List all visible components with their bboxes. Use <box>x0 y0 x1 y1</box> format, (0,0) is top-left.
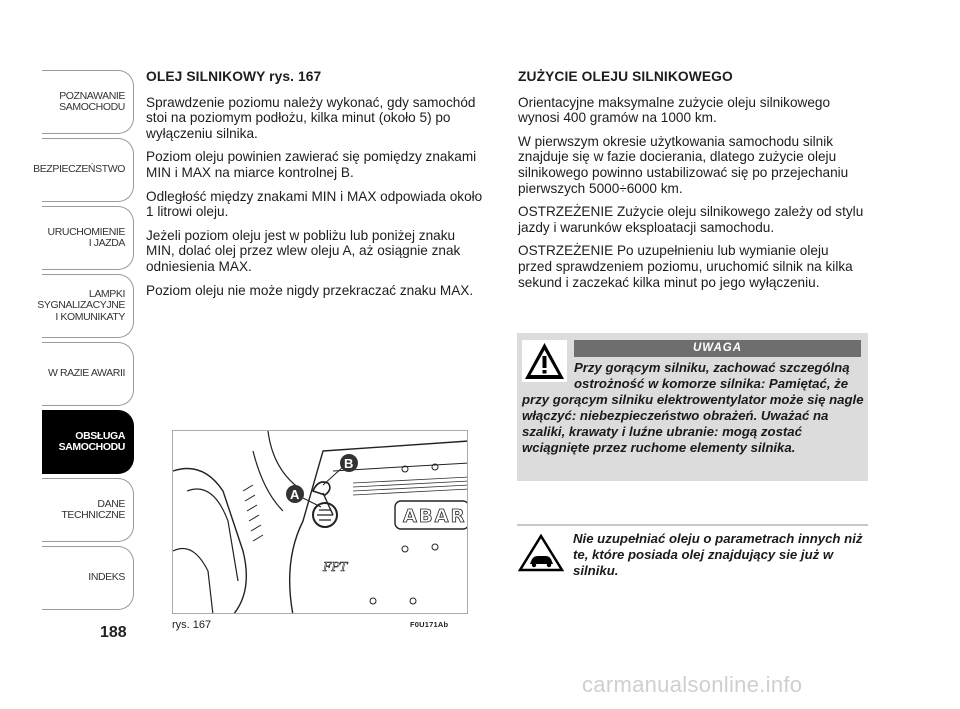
tab-dane-techniczne[interactable]: DANE TECHNICZNE <box>42 478 134 542</box>
tab-uruchomienie-i-jazda[interactable]: URUCHOMIENIE I JAZDA <box>42 206 134 270</box>
figure-caption: rys. 167 <box>172 619 212 631</box>
warning-text-container <box>522 360 864 456</box>
note-text: Nie uzupełniać oleju o parametrach innych niż te, które posiada olej znajdujący sie już w silniku. <box>573 531 863 578</box>
paragraph: Odległość między znakami MIN i MAX odpowiada około 1 litrowi oleju. <box>146 188 483 220</box>
tab-indeks[interactable]: INDEKS <box>42 546 134 610</box>
page-number: 188 <box>100 624 127 641</box>
paragraph: OSTRZEŻENIE Zużycie oleju silnikowego zależy od stylu jazdy i warunków eksploatacji samochodu. <box>518 204 864 235</box>
engine-brand-text: ABAR <box>403 506 467 527</box>
figure-code: F0U171Ab <box>410 620 449 629</box>
callout-a: A <box>290 487 300 502</box>
paragraph: Poziom oleju nie może nigdy przekraczać znaku MAX. <box>146 282 474 298</box>
warning-text: Przy gorącym silniku, zachować szczególną ostrożność w komorze silnika: Pamiętać, że przy gorącym silniku elektrowentylator może się nagle włączyć: niebezpieczeństwo obrażeń. Uważać na szaliki, krawaty i luźne ubranie: mogą zostać wciągnięte przez ruchome elementy silnika. <box>522 360 864 455</box>
paragraph: W pierwszym okresie użytkowania samochodu silnik znajduje się w fazie docierania, dlatego zużycie oleju silnikowego powinno ustabilizować się po przejechaniu pierwszych 5000÷6000 km. <box>518 133 849 196</box>
environment-note-icon <box>518 534 564 572</box>
paragraph: Jeżeli poziom oleju jest w pobliżu lub poniżej znaku MIN, dolać olej przez wlew oleju A, aż osiągnie znak odniesienia MAX. <box>146 227 461 274</box>
paragraph: Orientacyjne maksymalne zużycie oleju silnikowego wynosi 400 gramów na 1000 km. <box>518 94 831 126</box>
engine-oil-section <box>146 69 486 306</box>
tab-obsluga-samochodu[interactable]: OBSŁUGA SAMOCHODU <box>42 410 134 474</box>
warning-header: UWAGA <box>574 340 861 357</box>
tab-bezpieczenstwo[interactable]: BEZPIECZEŃSTWO <box>42 138 134 202</box>
tab-w-razie-awarii[interactable]: W RAZIE AWARII <box>42 342 134 406</box>
chapter-tabs <box>33 70 134 614</box>
engine-script-text: FPT <box>323 560 348 574</box>
tab-lampki-sygnalizacyjne[interactable]: LAMPKI SYGNALIZACYJNE I KOMUNIKATY <box>42 274 134 338</box>
oil-consumption-section <box>518 69 864 298</box>
tab-poznawanie-samochodu[interactable]: POZNAWANIE SAMOCHODU <box>42 70 134 134</box>
section-heading: ZUŻYCIE OLEJU SILNIKOWEGO <box>518 69 733 84</box>
watermark: carmanualsonline.info <box>582 672 803 697</box>
paragraph: Sprawdzenie poziomu należy wykonać, gdy samochód stoi na poziomym podłożu, kilka minut (około 5) po wyłączeniu silnika. <box>146 94 476 141</box>
section-heading: OLEJ SILNIKOWY rys. 167 <box>146 69 322 84</box>
warning-box <box>517 333 868 481</box>
paragraph: Poziom oleju powinien zawierać się pomiędzy znakami MIN i MAX na miarce kontrolnej B. <box>146 149 477 180</box>
note-divider <box>517 524 868 526</box>
paragraph: OSTRZEŻENIE Po uzupełnieniu lub wymianie oleju przed sprawdzeniem poziomu, uruchomić silnik na kilka sekund i zaczekać kilka minut po jego wyłączeniu. <box>518 243 853 290</box>
callout-b: B <box>344 456 354 471</box>
engine-bay-illustration <box>172 430 468 614</box>
engine-drawing <box>173 431 468 614</box>
